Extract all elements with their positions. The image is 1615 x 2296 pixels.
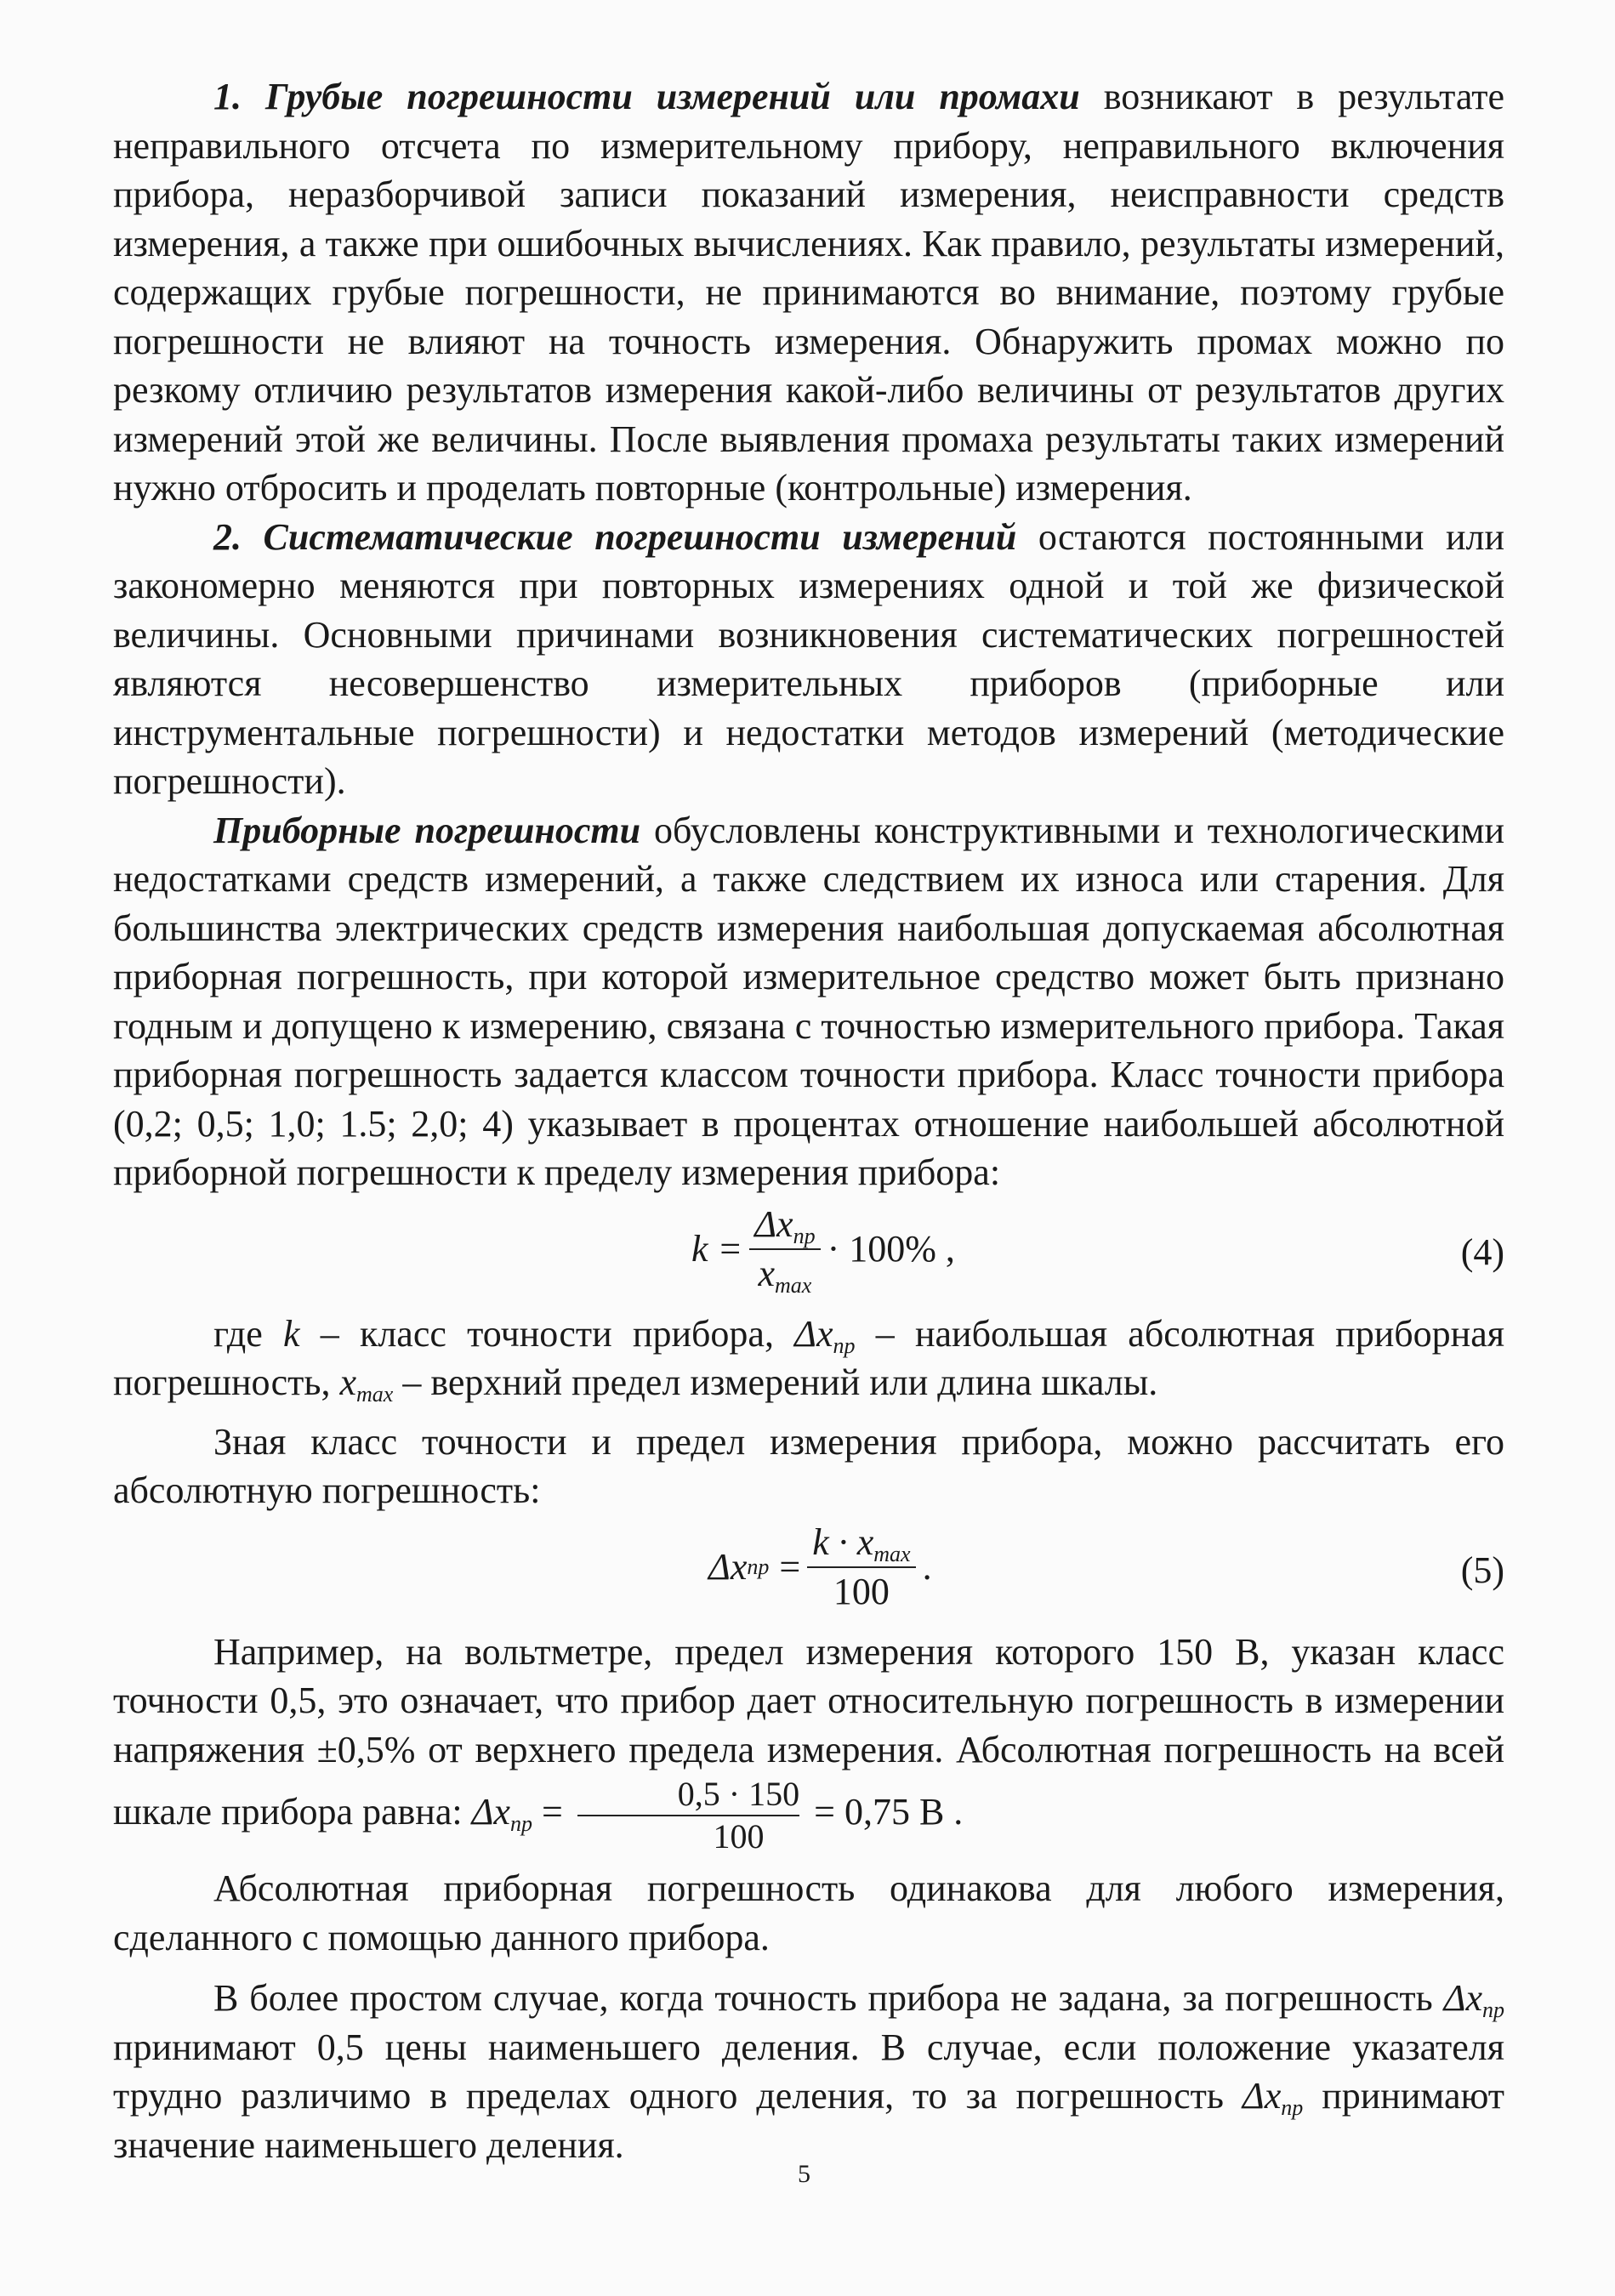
paragraph-simple-case: В более простом случае, когда точность прибора не задана, за погрешность $\Delta x_{пр}$ принимают 0,5 цены наименьшего деления. В случае, если положение указателя трудно различимо в пределах одного деления, то за погрешность $\Delta x_{пр}$ принимают значение наименьшего деления. <box>113 1977 1504 2166</box>
paragraph-absolute-error-constant: Абсолютная приборная погрешность одинакова для любого измерения, сделанного с помощью данного прибора. <box>113 1867 1504 1958</box>
formula-5: Δx пр = $\frac{k \cdot x_{max}}{100}$ . (5) <box>708 1520 1504 1612</box>
systematic-errors-heading: 2. Систематические погрешности измерений <box>213 515 1017 558</box>
paragraph-gross-errors: 1. Грубые погрешности измерений или промахи возникают в результате неправильного отсчета по измерительному прибору, неправильного включения прибора, неразборчивой записи показаний измерения, неисправности средств измерения, а также при ошибочных вычислениях. Как правило, результаты измерений, содержащих грубые погрешности, не принимаются во внимание, поэтому грубые погрешности не влияют на точность измерения. Обнаружить промах можно по резкому отличию результатов измерения какой-либо величины от результатов других измерений этой же величины. После выявления промаха результаты таких измерений нужно отбросить и проделать повторные (контрольные) измерения. <box>113 76 1504 509</box>
paragraph-example: Например, на вольтметре, предел измерения которого 150 В, указан класс точности 0,5, это означает, что прибор дает относительную погрешность в измерении напряжения ±0,5% от верхнего предела измерения. Абсолютная погрешность на всей шкале прибора равна: $\Delta x_{пр}$ = $\frac{0,5 \cdot 150}{100}$ = 0,75 В . <box>113 1630 1504 1856</box>
formula-5-number: (5) <box>1460 1549 1504 1591</box>
paragraph-systematic-errors: 2. Систематические погрешности измерений остаются постоянными или закономерно меняются при повторных измерениях одной и той же физической величины. Основными причинами возникновения систематических погрешностей являются несовершенство измерительных приборов (приборные или инструментальные погрешности) и недостатки методов измерений (методические погрешности). <box>113 515 1505 802</box>
formula-4-number: (4) <box>1460 1230 1504 1273</box>
paragraph-instrument-errors: Приборные погрешности обусловлены конструктивными и технологическими недостатками средств измерений, а также следствием их износа или старения. Для большинства электрических средств измерения наибольшая допускаемая абсолютная приборная погрешность, при которой измерительное средство может быть признано годным и допущено к измерению, связана с точностью измерительного прибора. Такая приборная погрешность задается классом точности прибора. Класс точности прибора (0,2; 0,5; 1,0; 1.5; 2,0; 4) указывает в процентах отношение наибольшей абсолютной приборной погрешности к пределу измерения прибора: <box>113 809 1504 1193</box>
formula-4: k = $\frac{\Delta x_{пр}}{x_{max}}$ · 100% , (4) <box>691 1202 1504 1298</box>
paragraph-absolute-error-intro: Зная класс точности и предел измерения прибора, можно рассчитать его абсолютную погрешность: <box>113 1420 1504 1511</box>
gross-errors-heading: 1. Грубые погрешности измерений или промахи <box>213 76 1080 117</box>
page-number: 5 <box>798 2160 810 2188</box>
paragraph-legend: где k – класс точности прибора, $\Delta x_{пр}$ – наибольшая абсолютная приборная погрешность, $x_{max}$ – верхний предел измерений или длина шкалы. <box>113 1312 1504 1407</box>
instrument-errors-heading: Приборные погрешности <box>213 809 641 851</box>
page-body <box>113 72 1504 2169</box>
